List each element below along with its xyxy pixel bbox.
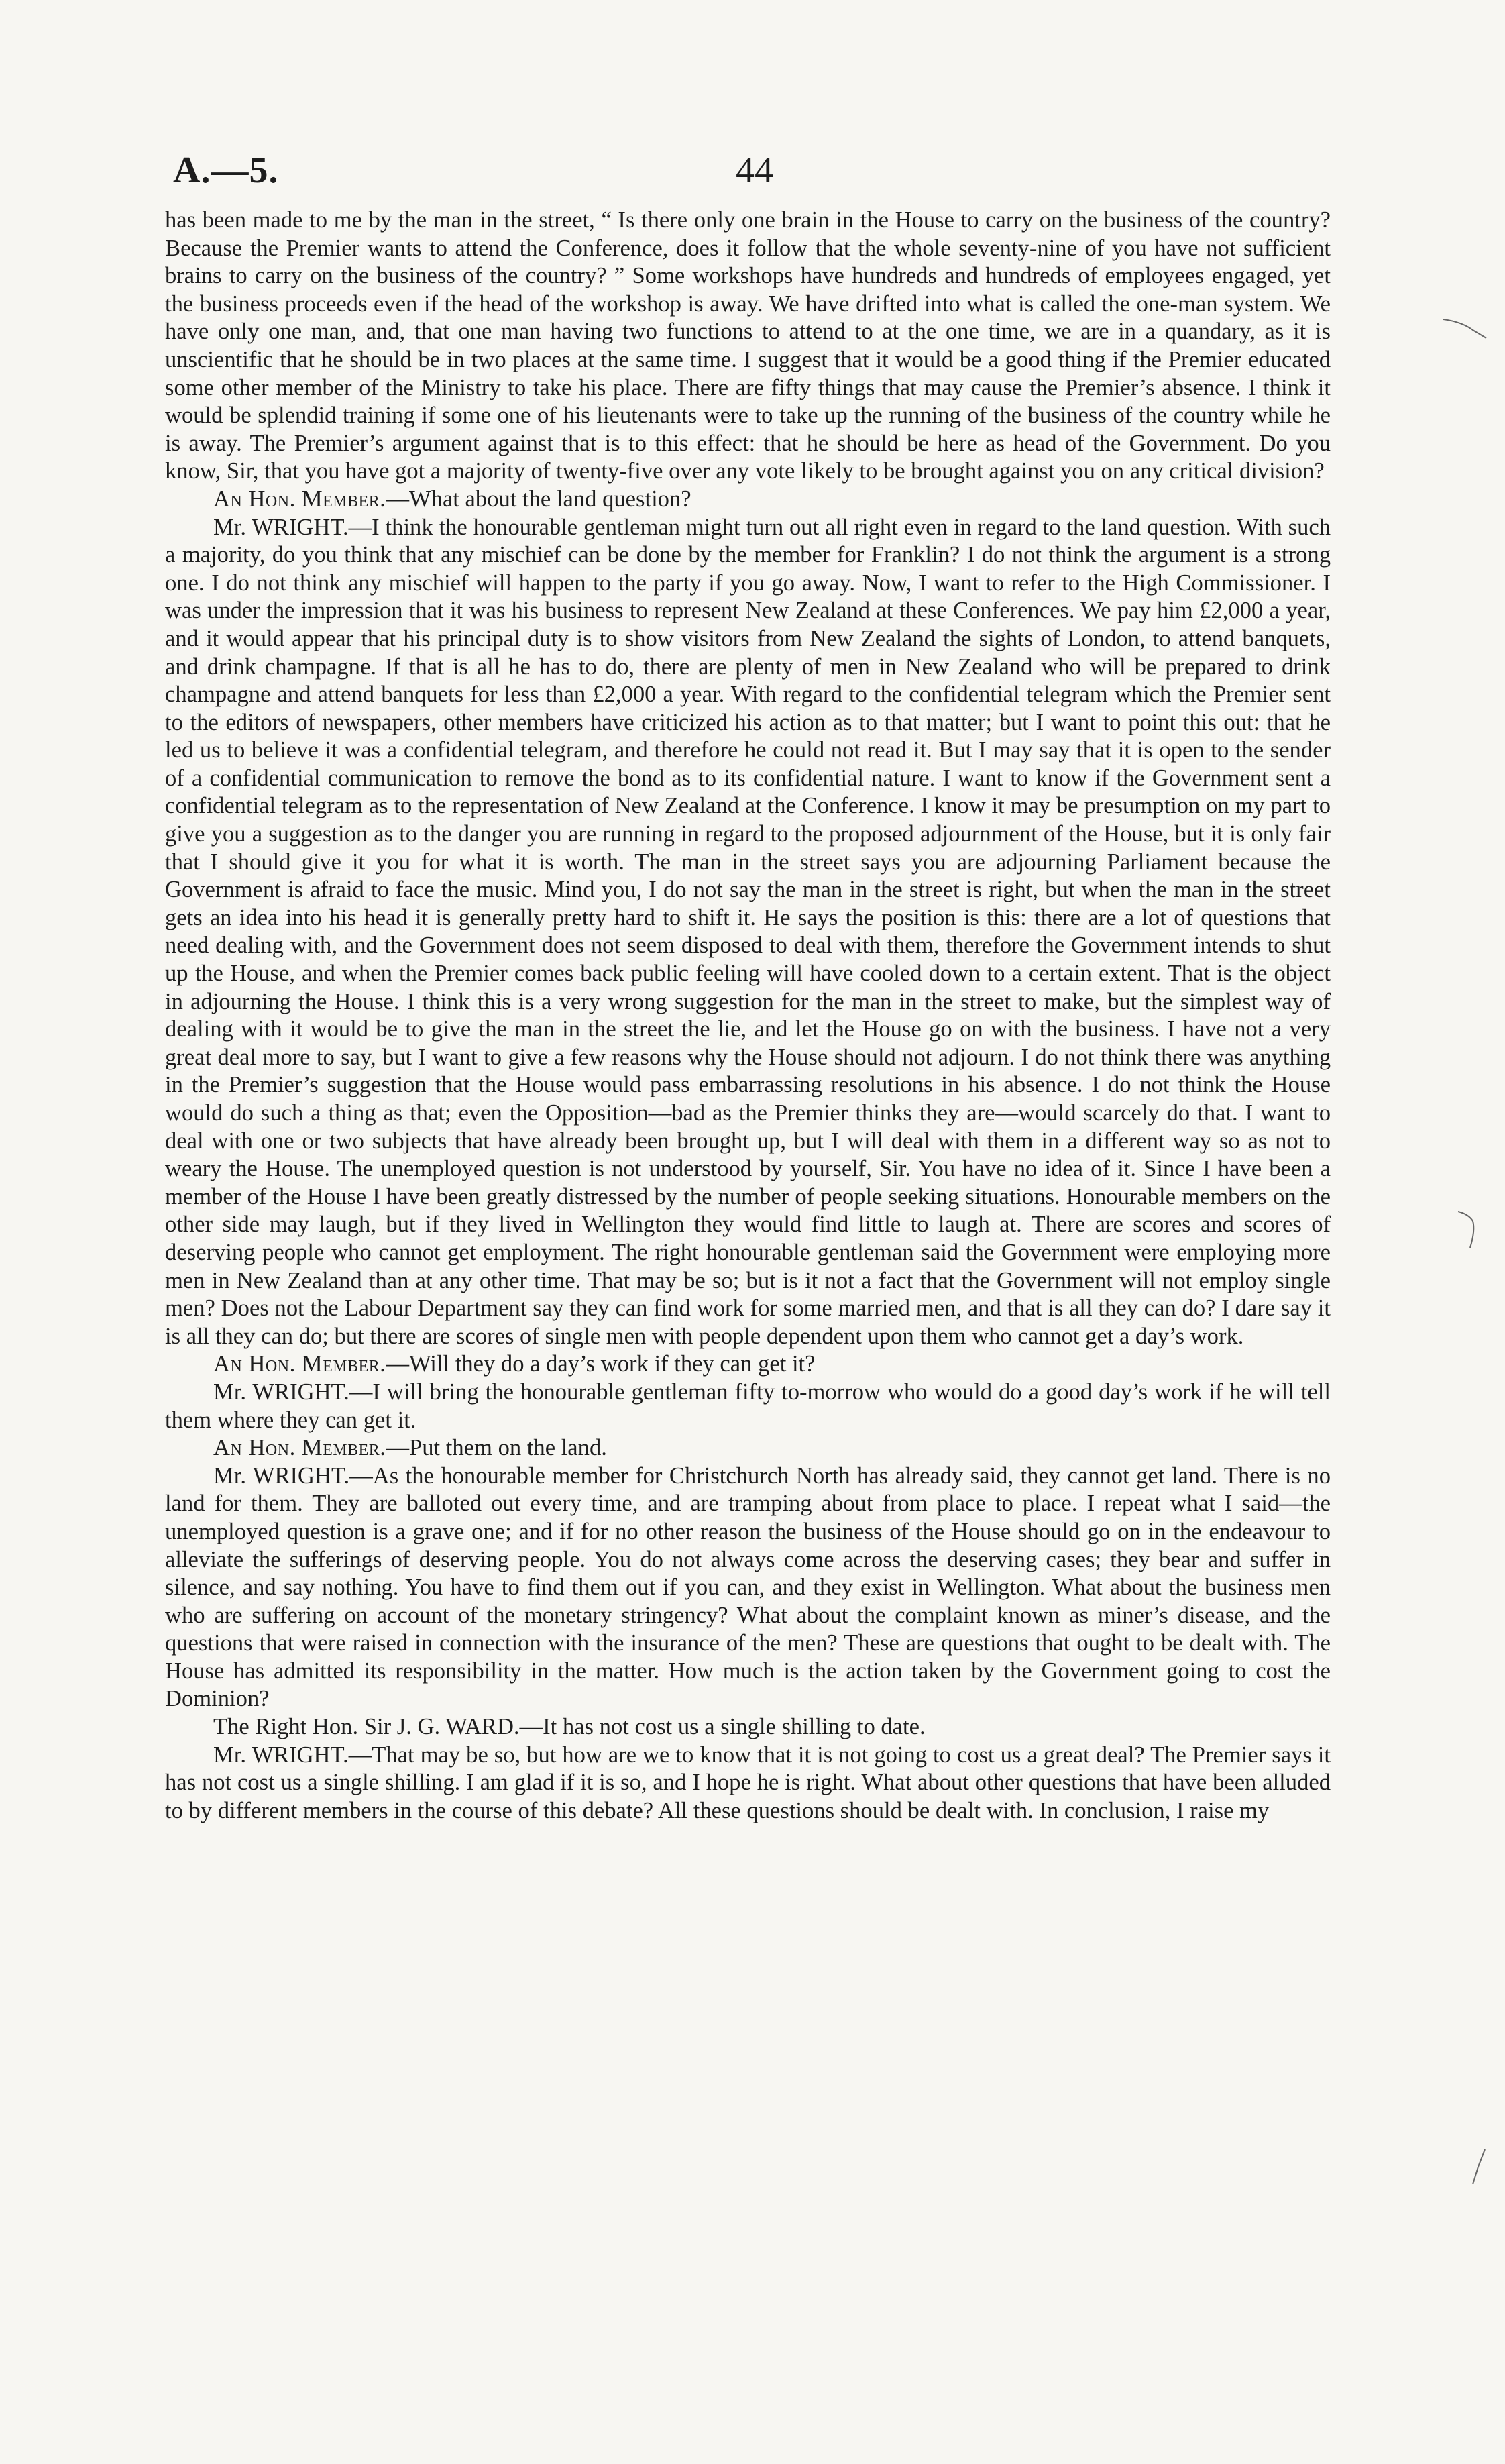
speaker-name: Mr. WRIGHT. xyxy=(213,514,349,540)
paragraph xyxy=(165,1462,1331,1713)
paragraph xyxy=(165,207,1331,486)
paragraph-text: has been made to me by the man in the street, “ Is there only one brain in the House to carry on the business of the country? Because the Premier wants to attend the Conference, does it follow that the whole seventy-nine of you have not sufficient brains to carry on the business of the country? ” Some workshops have hundreds and hundreds of employees engaged, yet the business proceeds even if the head of the workshop is away. We have drifted into what is called the one-man system. We have only one man, and, that one man having two functions to attend to at the one time, we are in a quandary, as it is unscientific that he should be in two places at the same time. I suggest that it would be a good thing if the Premier educated some other member of the Ministry to take his place. There are fifty things that may cause the Premier’s absence. I think it would be splendid training if some one of his lieutenants were to take up the running of the business of the country while he is away. The Premier’s argument against that is to this effect: that he should be here as head of the Government. Do you know, Sir, that you have got a majority of twenty-five over any vote likely to be brought against you on any critical division? xyxy=(165,207,1331,484)
paragraph xyxy=(165,1742,1331,1825)
paragraph-text: —I think the honourable gentleman might turn out all right even in regard to the land question. With such a majority, do you think that any mischief can be done by the member for Franklin? I do not think the argument is a strong one. I do not think any mischief will happen to the party if you go away. Now, I want to refer to the High Commissioner. I was under the impression that it was his business to represent New Zealand at these Conferences. We pay him £2,000 a year, and it would appear that his principal duty is to show visitors from New Zealand the sights of London, to attend banquets, and drink champagne. If that is all he has to do, there are plenty of men in New Zealand who will be prepared to drink champagne and attend banquets for less than £2,000 a year. With regard to the confidential telegram which the Premier sent to the editors of newspapers, other members have criticized his action as to that matter; but I want to point this out: that he led us to believe it was a confidential telegram, and therefore he could not read it. But I may say that it is open to the sender of a confidential communication to remove the bond as to its confidential nature. I want to know if the Government sent a confidential telegram as to the representation of New Zealand at the Conference. I know it may be presumption on my part to give you a suggestion as to the danger you are running in regard to the proposed adjournment of the House, but it is only fair that I should give it you for what it is worth. The man in the street says you are adjourning Parliament because the Government is afraid to face the music. Mind you, I do not say the man in the street is right, but when the man in the street gets an idea into his head it is generally pretty hard to shift it. He says the position is this: there are a lot of questions that need dealing with, and the Government does not seem disposed to deal with them, therefore the Government intends to shut up the House, and when the Premier comes back public feeling will have cooled down to a certain extent. That is the object in adjourning the House. I think this is a very wrong suggestion for the man in the street to make, but the simplest way of dealing with it would be to give the man in the street the lie, and let the House go on with the business. I have not a very great deal more to say, but I want to give a few reasons why the House should not adjourn. I do not think there was anything in the Premier’s suggestion that the House would pass embarrassing resolutions in his absence. I do not think the House would do such a thing as that; even the Opposition—bad as the Premier thinks they are—would scarcely do that. I want to deal with one or two subjects that have already been brought up, but I will deal with them in a different way so as not to weary the House. The unemployed question is not understood by yourself, Sir. You have no idea of it. Since I have been a member of the House I have been greatly distressed by the number of people seeking situations. Honourable members on the other side may laugh, but if they lived in Wellington they would find little to laugh at. There are scores and scores of deserving people who cannot get employment. The right honourable gentleman said the Government were employing more men in New Zealand than at any other time. That may be so; but is it not a fact that the Government will not employ single men? Does not the Labour Department say they can find work for some married men, and that is all they can do? I dare say it is all they can do; but there are scores of single men with people dependent upon them who cannot get a day’s work. xyxy=(165,514,1331,1349)
page-number: 44 xyxy=(736,150,773,191)
paragraph xyxy=(165,1350,1331,1379)
paragraph xyxy=(165,514,1331,1351)
paragraph-text: —That may be so, but how are we to know that it is not going to cost us a great deal? The Premier says it has not cost us a single shilling. I am glad if it is so, and I hope he is right. What about other questions that have been alluded to by different members in the course of this debate? All these questions should be dealt with. In conclusion, I raise my xyxy=(165,1742,1331,1823)
speaker-name: Mr. WRIGHT. xyxy=(213,1379,349,1405)
speaker-name: Mr. WRIGHT. xyxy=(213,1742,349,1768)
paragraph-text: —It has not cost us a single shilling to date. xyxy=(519,1714,926,1740)
paragraph-text: —As the honourable member for Christchurch North has already said, they cannot get land. There is no land for them. They are balloted out every time, and are tramping about from place to place. I repeat what I said—the unemployed question is a grave one; and if for no other reason the business of the House should go on in the endeavour to alleviate the sufferings of deserving people. You do not always come across the deserving cases; they bear and suffer in silence, and say nothing. You have to find them out if you can, and they exist in Wellington. What about the business men who are suffering on account of the monetary stringency? What about the complaint known as miner’s disease, and the questions that were raised in connection with the insurance of the men? These are questions that ought to be dealt with. The House has admitted its responsibility in the matter. How much is the action taken by the Government going to cost the Dominion? xyxy=(165,1462,1331,1712)
speaker-name: An Hon. Member. xyxy=(213,1351,386,1377)
speaker-name: The Right Hon. Sir J. G. WARD. xyxy=(213,1714,520,1740)
paper-reference: A.—5. xyxy=(173,150,279,191)
document-body xyxy=(165,207,1331,1825)
paragraph-text: —Put them on the land. xyxy=(386,1435,607,1461)
paragraph xyxy=(165,486,1331,514)
paragraph xyxy=(165,1713,1331,1742)
margin-mark-icon xyxy=(1455,1208,1482,1254)
speaker-name: An Hon. Member. xyxy=(213,1435,386,1461)
margin-mark-icon xyxy=(1442,315,1489,342)
speaker-name: Mr. WRIGHT. xyxy=(213,1462,350,1489)
paragraph xyxy=(165,1434,1331,1462)
paragraph-text: —What about the land question? xyxy=(386,486,691,512)
speaker-name: An Hon. Member. xyxy=(213,486,386,512)
paragraph-text: —I will bring the honourable gentleman fifty to-morrow who would do a good day’s work if he will tell them where they can get it. xyxy=(165,1379,1331,1433)
paragraph-text: —Will they do a day’s work if they can get it? xyxy=(386,1351,816,1377)
paragraph xyxy=(165,1379,1331,1434)
margin-mark-icon xyxy=(1469,2147,1489,2187)
